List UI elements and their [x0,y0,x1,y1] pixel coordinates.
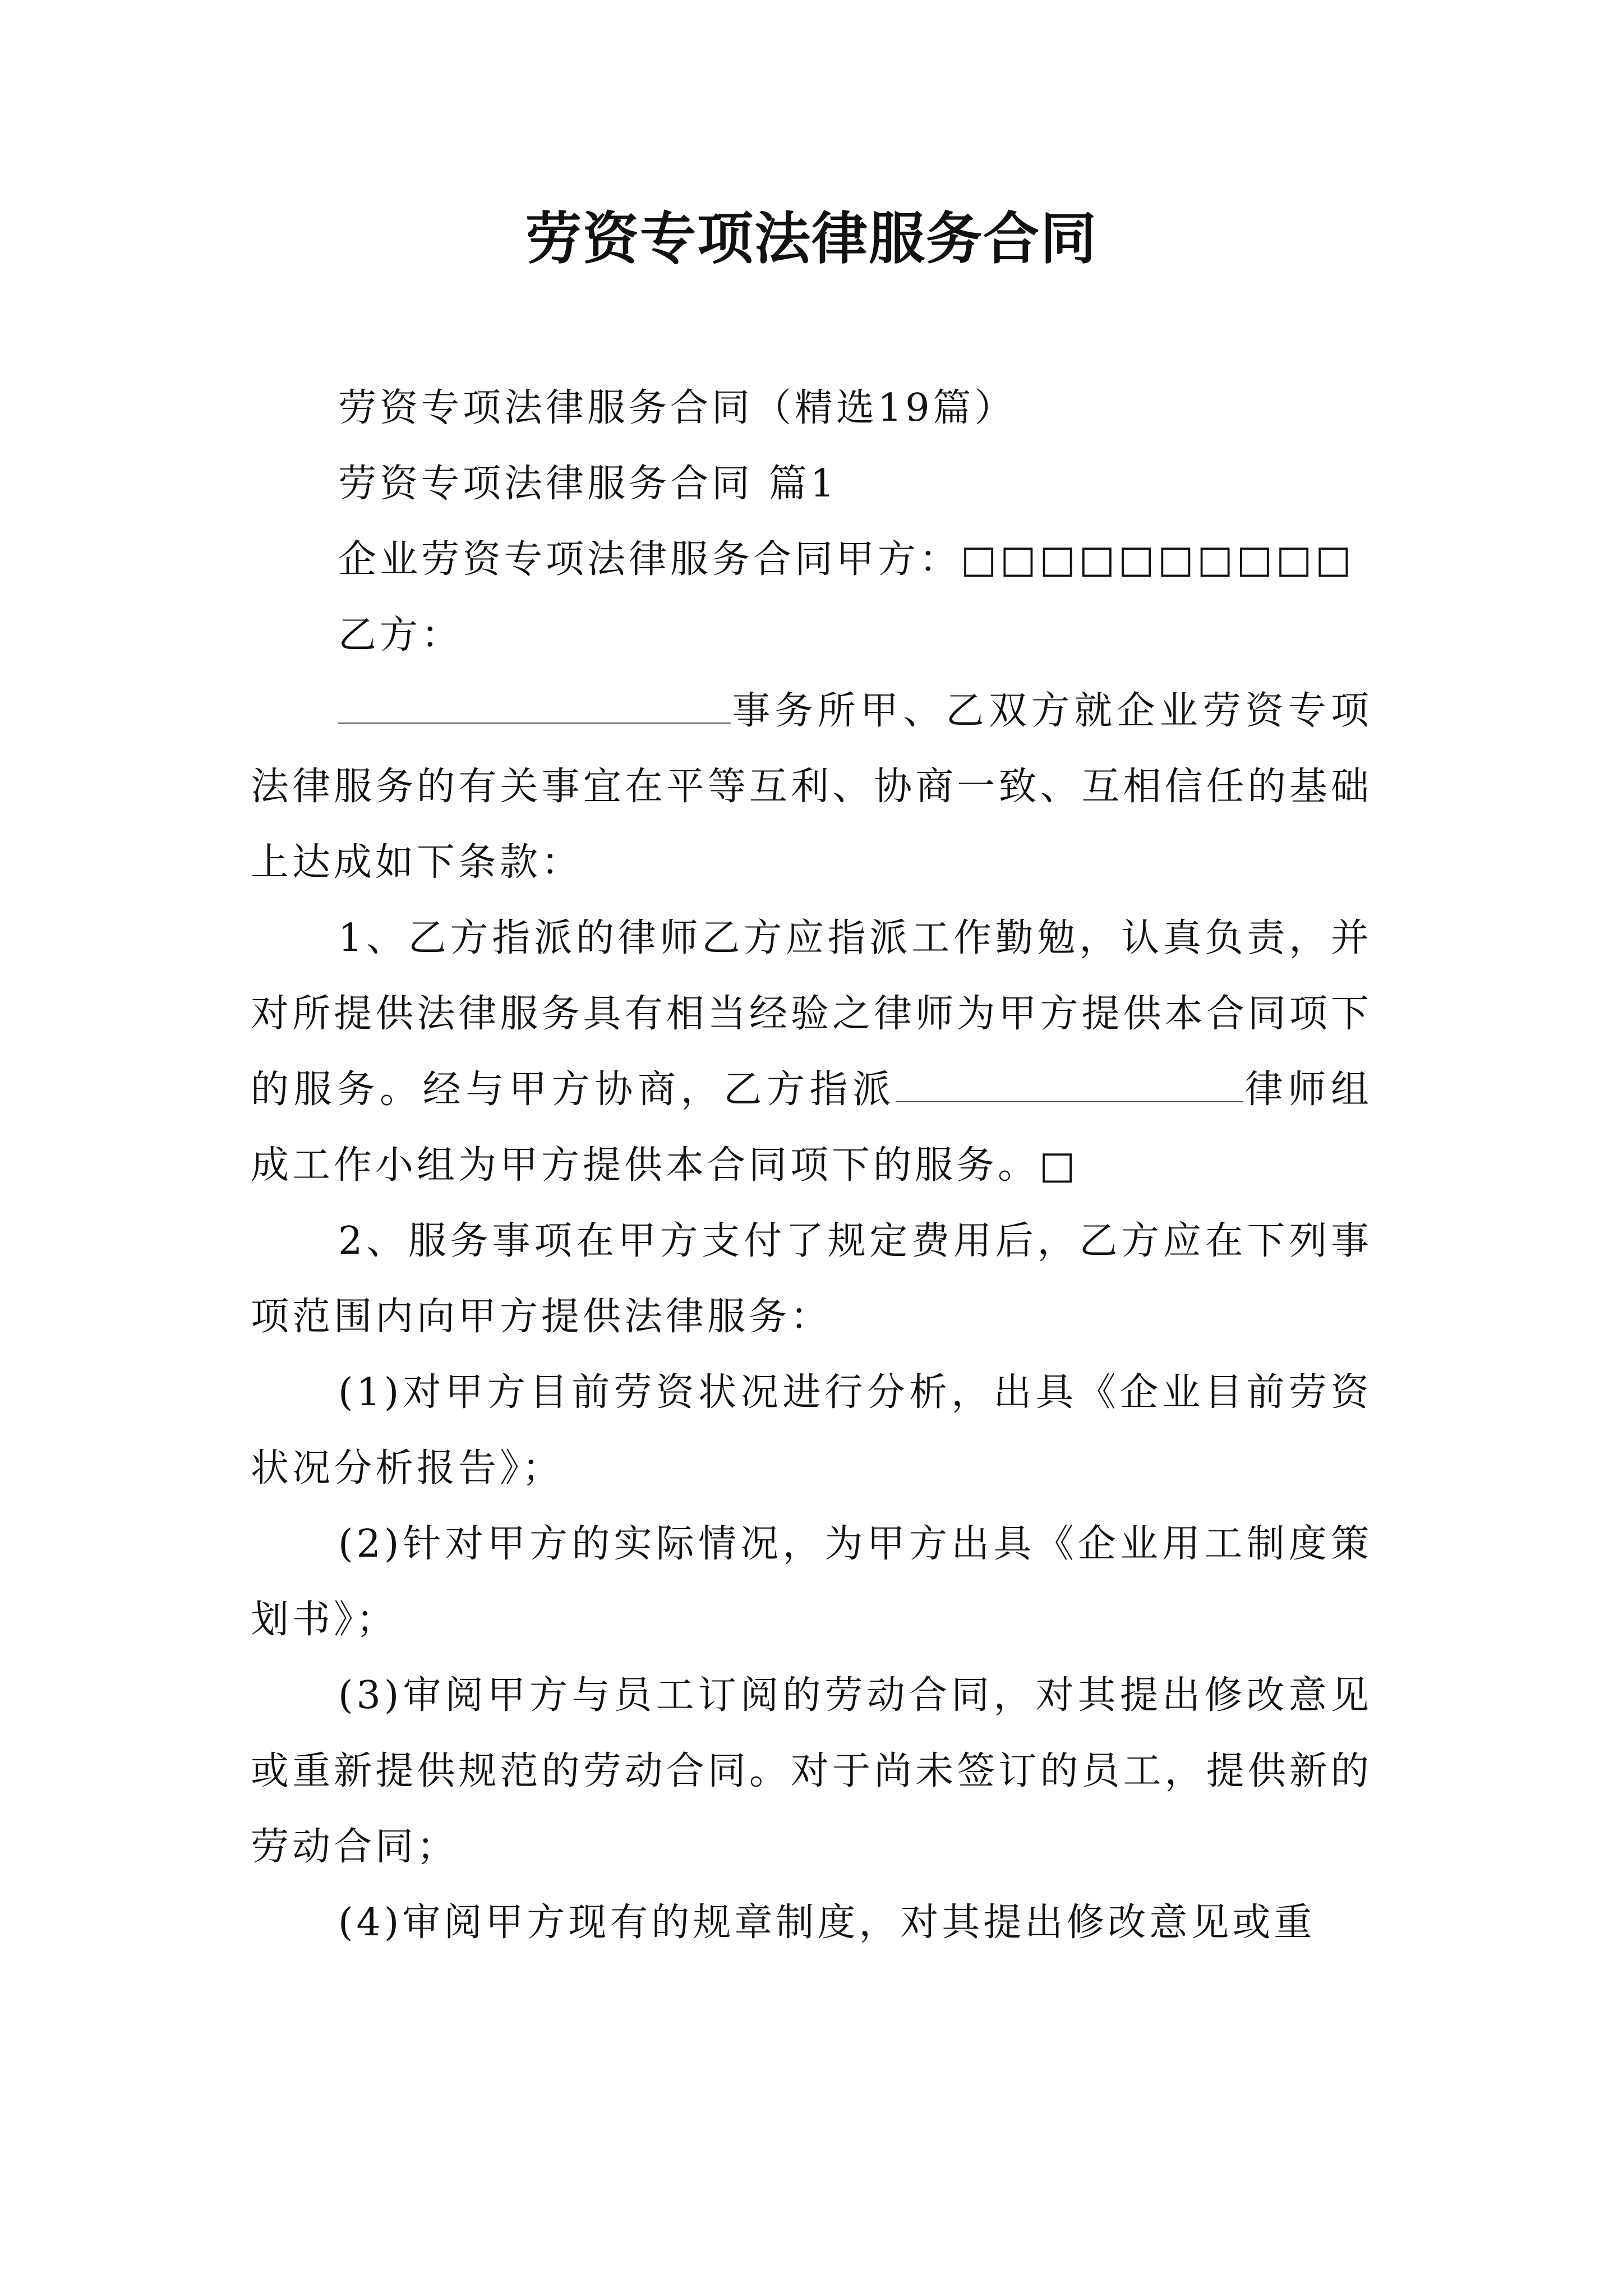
document-body [251,370,1372,1961]
paragraph-collection-title: 劳资专项法律服务合同（精选19篇） [338,386,1016,430]
paragraph-party-a: 企业劳资专项法律服务合同甲方：□□□□□□□□□□ [338,537,1355,582]
paragraph-preamble [251,673,1372,900]
preamble-text: 事务所甲、乙双方就企业劳资专项法律服务的有关事宜在平等互利、协商一致、互相信任的基础上达成如下条款： [251,689,1372,885]
paragraph-clause-1 [251,900,1372,1203]
clause-1-text: 1、乙方指派的律师乙方应指派工作勤勉，认真负责，并对所提供法律服务具有相当经验之律师为甲方提供本合同项下的服务。经与甲方协商，乙方指派 [251,916,1372,1112]
paragraph-item-4: (4)审阅甲方现有的规章制度，对其提出修改意见或重 [338,1901,1316,1945]
clause-1-text-cont: 律师组成工作小组为甲方提供本合同项下的服务。□ [251,1068,1372,1188]
paragraph-article-heading: 劳资专项法律服务合同 篇1 [338,462,838,506]
fill-in-blank-law-firm [338,689,731,724]
paragraph-clause-2: 2、服务事项在甲方支付了规定费用后，乙方应在下列事项范围内向甲方提供法律服务： [251,1219,1372,1339]
document-title: 劳资专项法律服务合同 [525,205,1098,272]
fill-in-blank-lawyers [896,1068,1243,1102]
paragraph-item-3: (3)审阅甲方与员工订阅的劳动合同，对其提出修改意见或重新提供规范的劳动合同。对于尚未签订的员工，提供新的劳动合同； [251,1673,1372,1869]
paragraph-item-1: (1)对甲方目前劳资状况进行分析，出具《企业目前劳资状况分析报告》； [251,1370,1372,1490]
paragraph-item-2: (2)针对甲方的实际情况，为甲方出具《企业用工制度策划书》； [251,1522,1372,1642]
paragraph-party-b: 乙方： [338,613,463,657]
